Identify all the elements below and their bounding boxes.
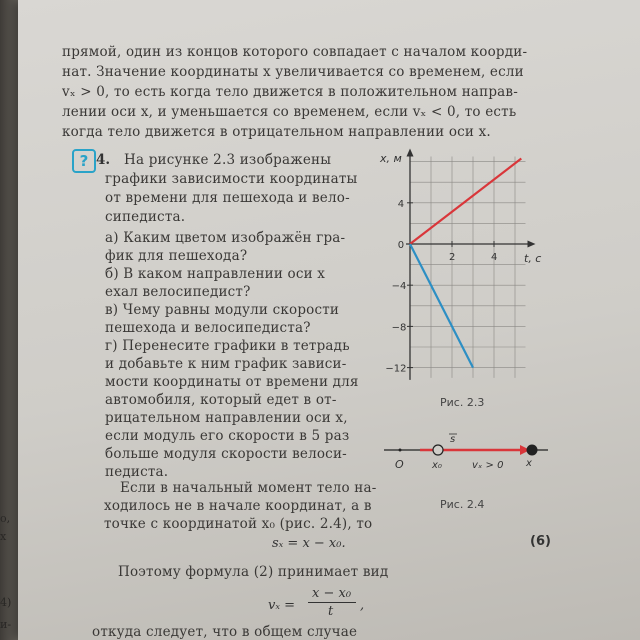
question-line: мости координаты от времени для <box>105 374 359 390</box>
body-text-line: Если в начальный момент тело на- <box>120 480 377 496</box>
margin-fragment: о, <box>0 512 11 525</box>
margin-fragment: и- <box>0 618 12 631</box>
y-tick-label: −8 <box>391 322 407 334</box>
fraction-bar <box>308 602 356 603</box>
formula-numerator: x − x₀ <box>312 586 352 601</box>
start-point <box>433 445 443 455</box>
series-line <box>410 159 521 244</box>
formula-tail: , <box>360 598 365 613</box>
question-number: 4. <box>96 152 111 168</box>
y-tick-label: −4 <box>391 281 407 293</box>
y-tick-label: 0 <box>397 240 405 251</box>
figure-2-4-caption: Рис. 2.4 <box>440 498 485 511</box>
question-line: рицательном направлении оси x, <box>105 410 348 426</box>
question-line: графики зависимости координаты <box>105 171 358 187</box>
question-line: и добавьте к ним график зависи- <box>105 356 347 372</box>
question-line: если модуль его скорости в 5 раз <box>105 428 350 444</box>
x-label: x <box>526 458 532 469</box>
end-point <box>527 445 538 456</box>
velocity-label: vₓ > 0 <box>472 460 504 471</box>
y-tick-label: 4 <box>397 198 405 210</box>
t-axis-arrow <box>528 241 536 248</box>
top-paragraph-line: лении оси x, и уменьшается со временем, если vₓ < 0, то есть <box>62 104 517 120</box>
figure-2-3-caption: Рис. 2.3 <box>440 396 485 409</box>
axis-ticks <box>385 199 497 375</box>
graph-grid <box>410 156 526 377</box>
vector-label: s <box>450 434 456 445</box>
formula-denominator: t <box>328 604 334 619</box>
formula-velocity-lhs: vₓ = <box>268 598 295 613</box>
body-text-line: ходилось не в начале координат, а в <box>104 498 372 514</box>
formula-displacement: sₓ = x − x₀. <box>272 536 346 551</box>
figure-2-4-diagram <box>380 430 550 490</box>
top-paragraph-line: нат. Значение координаты x увеличивается со временем, если <box>62 64 524 80</box>
body-text-line: точке с координатой x₀ (рис. 2.4), то <box>104 516 373 532</box>
question-line: На рисунке 2.3 изображены <box>124 152 332 168</box>
question-line: г) Перенесите графики в тетрадь <box>105 338 350 354</box>
y-axis-label: x, м <box>380 152 402 165</box>
x0-label: x₀ <box>432 460 442 471</box>
bottom-text-line: откуда следует, что в общем случае <box>92 624 358 640</box>
top-paragraph-line: когда тело движется в отрицательном направлении оси x. <box>62 124 491 140</box>
x-tick-label: 2 <box>449 252 456 263</box>
question-line: сипедиста. <box>105 209 186 225</box>
question-line: в) Чему равны модули скорости <box>105 302 340 318</box>
top-paragraph-line: прямой, один из концов которого совпадает с началом коорди- <box>62 44 528 60</box>
data-series <box>410 159 521 368</box>
question-icon: ? <box>72 149 96 173</box>
margin-fragment: x <box>0 530 7 543</box>
origin-point <box>399 449 402 452</box>
origin-label: O <box>395 458 404 471</box>
top-paragraph-line: vₓ > 0, то есть когда тело движется в положительном направ- <box>62 84 518 100</box>
question-line: от времени для пешехода и вело- <box>105 190 350 206</box>
question-line: педиста. <box>105 464 169 480</box>
question-line: больше модуля скорости велоси- <box>105 446 347 462</box>
left-page-edge <box>0 0 18 640</box>
question-line: фик для пешехода? <box>105 248 248 264</box>
equation-number: (6) <box>530 534 551 549</box>
x-tick-label: 4 <box>491 252 498 263</box>
question-line: б) В каком направлении оси x <box>105 266 326 282</box>
x-axis-arrow <box>407 148 414 156</box>
question-line: ехал велосипедист? <box>105 284 251 300</box>
figure-2-3-graph <box>366 148 556 388</box>
x-axis-label: t, c <box>524 252 542 265</box>
margin-fragment: 4) <box>0 596 12 609</box>
question-line: пешехода и велосипедиста? <box>105 320 311 336</box>
question-line: а) Каким цветом изображён гра- <box>105 230 346 246</box>
question-line: автомобиля, который едет в от- <box>105 392 337 408</box>
y-tick-label: −12 <box>385 363 407 375</box>
formula-intro: Поэтому формула (2) принимает вид <box>118 564 389 580</box>
